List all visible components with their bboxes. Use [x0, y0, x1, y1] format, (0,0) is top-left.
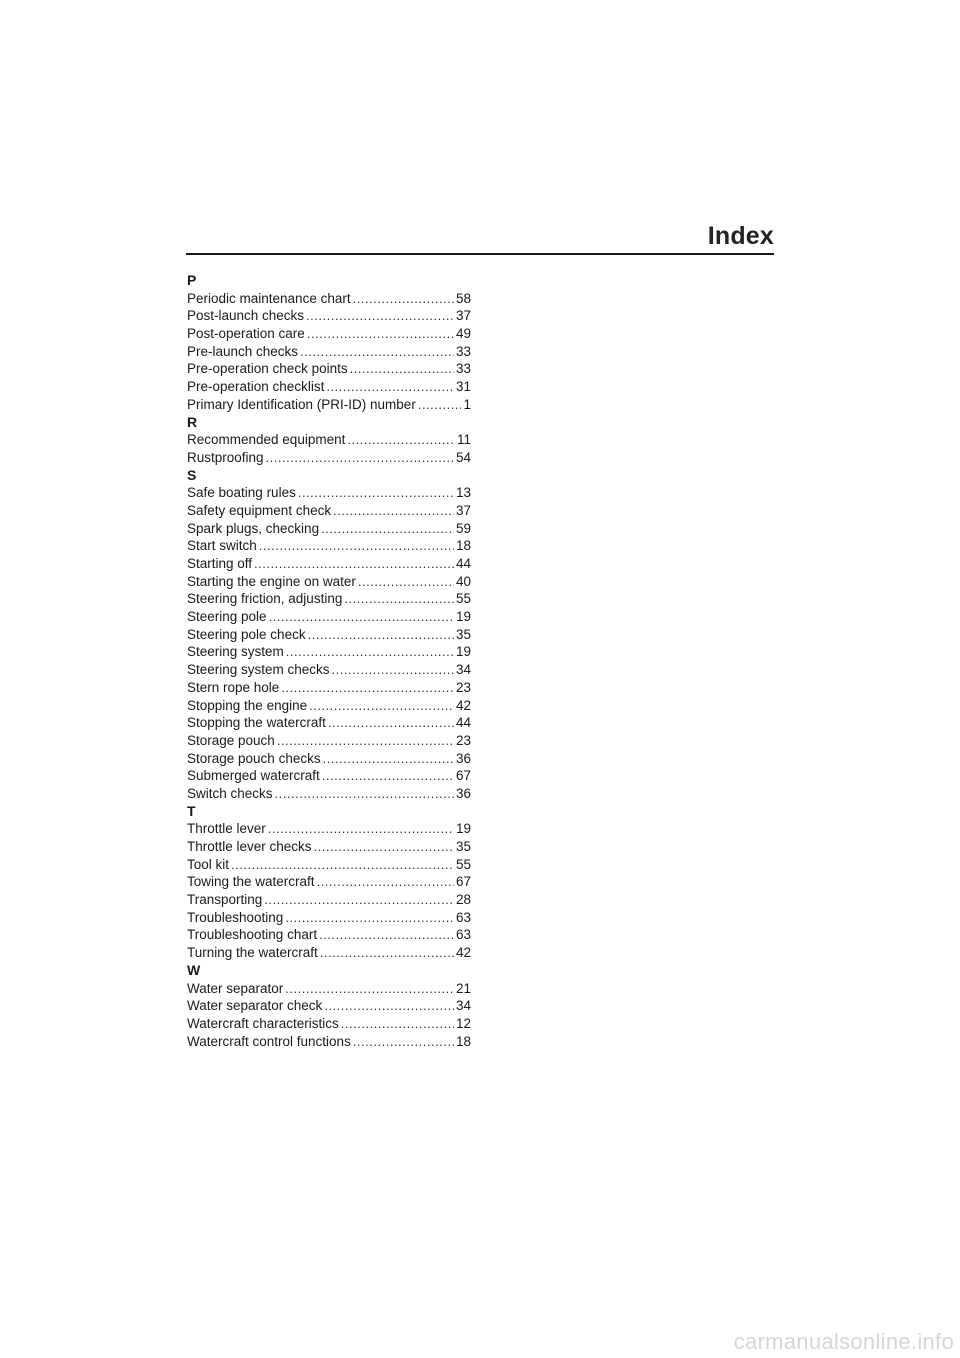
index-page-number: 18	[455, 1033, 471, 1049]
index-entry[interactable]	[187, 997, 471, 1015]
index-page-number: 36	[455, 785, 471, 801]
dot-leader	[317, 873, 454, 891]
index-entry[interactable]	[187, 679, 471, 697]
index-entry[interactable]	[187, 1033, 471, 1051]
index-page-number: 33	[455, 343, 471, 359]
index-entry[interactable]	[187, 767, 471, 785]
index-entry[interactable]	[187, 431, 471, 449]
index-entry-text: Troubleshooting	[187, 909, 284, 925]
index-entry[interactable]	[187, 785, 471, 803]
index-entry[interactable]	[187, 873, 471, 891]
index-page-number: 21	[455, 980, 471, 996]
dot-leader	[314, 838, 454, 856]
index-page-number: 19	[455, 644, 471, 660]
index-page-number: 42	[455, 697, 471, 713]
index-entry-text: Storage pouch	[187, 732, 275, 748]
index-entry[interactable]	[187, 307, 471, 325]
dot-leader	[300, 343, 454, 361]
dot-leader	[285, 909, 454, 927]
index-entry-text: Steering system checks	[187, 662, 330, 678]
index-entry[interactable]	[187, 838, 471, 856]
index-column	[187, 272, 471, 1050]
dot-leader	[309, 697, 454, 715]
index-page-number: 67	[455, 874, 471, 890]
index-page-number: 34	[455, 662, 471, 678]
index-page-number: 37	[455, 502, 471, 518]
index-entry-text: Stern rope hole	[187, 679, 280, 695]
index-entry[interactable]	[187, 856, 471, 874]
index-entry-text: Towing the watercraft	[187, 874, 315, 890]
index-letter-heading: W	[187, 961, 201, 978]
index-entry[interactable]	[187, 502, 471, 520]
index-letter-heading: R	[187, 413, 198, 430]
index-page-number: 44	[455, 715, 471, 731]
index-page-number: 36	[455, 750, 471, 766]
dot-leader	[358, 573, 454, 591]
dot-leader	[321, 520, 454, 538]
index-entry[interactable]	[187, 732, 471, 750]
index-page-number: 58	[455, 290, 471, 306]
index-entry-text: Stopping the engine	[187, 697, 308, 713]
dot-leader	[323, 750, 454, 768]
index-entry[interactable]	[187, 343, 471, 361]
index-entry[interactable]	[187, 290, 471, 308]
index-entry[interactable]	[187, 909, 471, 927]
index-page-number: 19	[455, 609, 471, 625]
index-letter-heading: T	[187, 802, 196, 819]
dot-leader	[320, 944, 454, 962]
index-entry-text: Steering pole	[187, 609, 267, 625]
dot-leader	[286, 643, 454, 661]
index-entry-text: Primary Identification (PRI-ID) number	[187, 396, 416, 412]
index-entry-text: Tool kit	[187, 856, 230, 872]
dot-leader	[347, 431, 455, 449]
index-page-number: 11	[456, 432, 471, 448]
index-page-number: 18	[455, 538, 471, 554]
index-page-number: 28	[455, 892, 471, 908]
index-entry[interactable]	[187, 484, 471, 502]
index-entry[interactable]	[187, 980, 471, 998]
index-page-number: 12	[455, 1015, 471, 1031]
dot-leader	[264, 891, 454, 909]
dot-leader	[353, 1033, 454, 1051]
index-entry[interactable]	[187, 626, 471, 644]
index-page-number: 23	[455, 679, 471, 695]
dot-leader	[322, 767, 454, 785]
index-page-number: 54	[455, 449, 471, 465]
index-letter-heading: P	[187, 272, 197, 288]
dot-leader	[298, 484, 454, 502]
index-entry-text: Pre-launch checks	[187, 343, 299, 359]
index-entry[interactable]	[187, 750, 471, 768]
index-entry-text: Spark plugs, checking	[187, 520, 320, 536]
dot-leader	[266, 449, 454, 467]
index-entry[interactable]	[187, 643, 471, 661]
dot-leader	[281, 679, 454, 697]
index-entry[interactable]	[187, 714, 471, 732]
index-entry[interactable]	[187, 891, 471, 909]
dot-leader	[275, 785, 454, 803]
dot-leader	[268, 820, 454, 838]
index-entry-text: Throttle lever checks	[187, 839, 312, 854]
index-page-number: 67	[455, 768, 471, 784]
index-entry[interactable]	[187, 944, 471, 962]
index-page-number: 13	[455, 485, 471, 501]
index-entry-text: Turning the watercraft	[187, 945, 318, 961]
index-entry-text: Water separator check	[187, 998, 323, 1014]
index-entry-text: Steering friction, adjusting	[187, 591, 343, 607]
index-page-number: 1	[463, 396, 471, 412]
index-entry[interactable]	[187, 520, 471, 538]
dot-leader	[306, 307, 454, 325]
index-page-number: 55	[455, 856, 471, 872]
index-entry[interactable]	[187, 449, 471, 467]
title-divider	[186, 253, 774, 255]
dot-leader	[418, 396, 462, 414]
index-entry-text: Recommended equipment	[187, 432, 346, 448]
index-entry[interactable]	[187, 537, 471, 555]
index-entry[interactable]	[187, 573, 471, 591]
index-entry-text: Transporting	[187, 892, 263, 908]
index-entry[interactable]	[187, 360, 471, 378]
index-entry-text: Watercraft characteristics	[187, 1015, 339, 1031]
index-entry-text: Pre-operation checklist	[187, 379, 325, 395]
index-entry-text: Watercraft control functions	[187, 1033, 351, 1049]
dot-leader	[333, 502, 454, 520]
index-page-number: 40	[455, 573, 471, 589]
index-page-number: 55	[455, 591, 471, 607]
index-entry-text: Throttle lever	[187, 821, 266, 837]
index-page-number: 35	[455, 626, 471, 642]
index-page-number: 35	[455, 839, 471, 854]
dot-leader	[332, 661, 454, 679]
index-entry-text: Starting the engine on water	[187, 573, 356, 589]
index-page-number: 34	[455, 998, 471, 1014]
index-page-number: 33	[455, 361, 471, 377]
index-entry-text: Start switch	[187, 538, 257, 554]
index-entry-text: Post-operation care	[187, 326, 305, 342]
dot-leader	[350, 360, 454, 378]
dot-leader	[254, 555, 454, 573]
dot-leader	[344, 590, 454, 608]
dot-leader	[324, 997, 454, 1015]
dot-leader	[307, 325, 454, 343]
dot-leader	[353, 290, 454, 308]
dot-leader	[259, 537, 454, 555]
index-entry-text: Troubleshooting chart	[187, 927, 318, 943]
index-entry-text: Rustproofing	[187, 449, 264, 465]
index-entry-text: Stopping the watercraft	[187, 715, 326, 731]
index-page-number: 63	[455, 927, 471, 943]
index-entry-text: Safety equipment check	[187, 502, 332, 518]
index-entry[interactable]	[187, 820, 471, 838]
index-entry-text: Periodic maintenance chart	[187, 290, 351, 306]
index-entry[interactable]	[187, 590, 471, 608]
index-entry-text: Starting off	[187, 556, 253, 571]
index-entry-text: Submerged watercraft	[187, 768, 320, 784]
index-page-number: 63	[455, 909, 471, 925]
index-page-number: 23	[455, 732, 471, 748]
dot-leader	[328, 714, 454, 732]
index-entry-text: Pre-operation check points	[187, 361, 348, 377]
index-letter-heading: S	[187, 466, 197, 483]
dot-leader	[231, 856, 454, 874]
index-entry[interactable]	[187, 325, 471, 343]
dot-leader	[277, 732, 454, 750]
index-page-number: 31	[455, 379, 471, 395]
index-entry[interactable]	[187, 697, 471, 715]
index-entry-text: Post-launch checks	[187, 308, 305, 324]
index-entry[interactable]	[187, 926, 471, 944]
dot-leader	[319, 926, 454, 944]
index-entry-text: Safe boating rules	[187, 485, 296, 501]
dot-leader	[308, 626, 454, 644]
index-page-number: 44	[455, 556, 471, 571]
index-entry[interactable]	[187, 555, 471, 573]
index-entry-text: Switch checks	[187, 785, 273, 801]
index-entry[interactable]	[187, 661, 471, 679]
index-entry-text: Storage pouch checks	[187, 750, 321, 766]
index-entry[interactable]	[187, 608, 471, 626]
index-entry[interactable]	[187, 396, 471, 414]
index-entry-text: Steering pole check	[187, 626, 306, 642]
index-entry-text: Water separator	[187, 980, 284, 996]
index-page-number: 59	[455, 520, 471, 536]
index-entry-text: Steering system	[187, 644, 284, 660]
index-page-number: 42	[455, 945, 471, 961]
index-entry[interactable]	[187, 1015, 471, 1033]
page-title: Index	[707, 222, 774, 250]
index-entry[interactable]	[187, 378, 471, 396]
watermark: carmanualsonline.info	[733, 1329, 954, 1354]
dot-leader	[285, 980, 454, 998]
index-page-number: 37	[455, 308, 471, 324]
dot-leader	[269, 608, 454, 626]
dot-leader	[341, 1015, 454, 1033]
index-page-number: 19	[455, 821, 471, 837]
index-page-number: 49	[455, 326, 471, 342]
dot-leader	[326, 378, 454, 396]
